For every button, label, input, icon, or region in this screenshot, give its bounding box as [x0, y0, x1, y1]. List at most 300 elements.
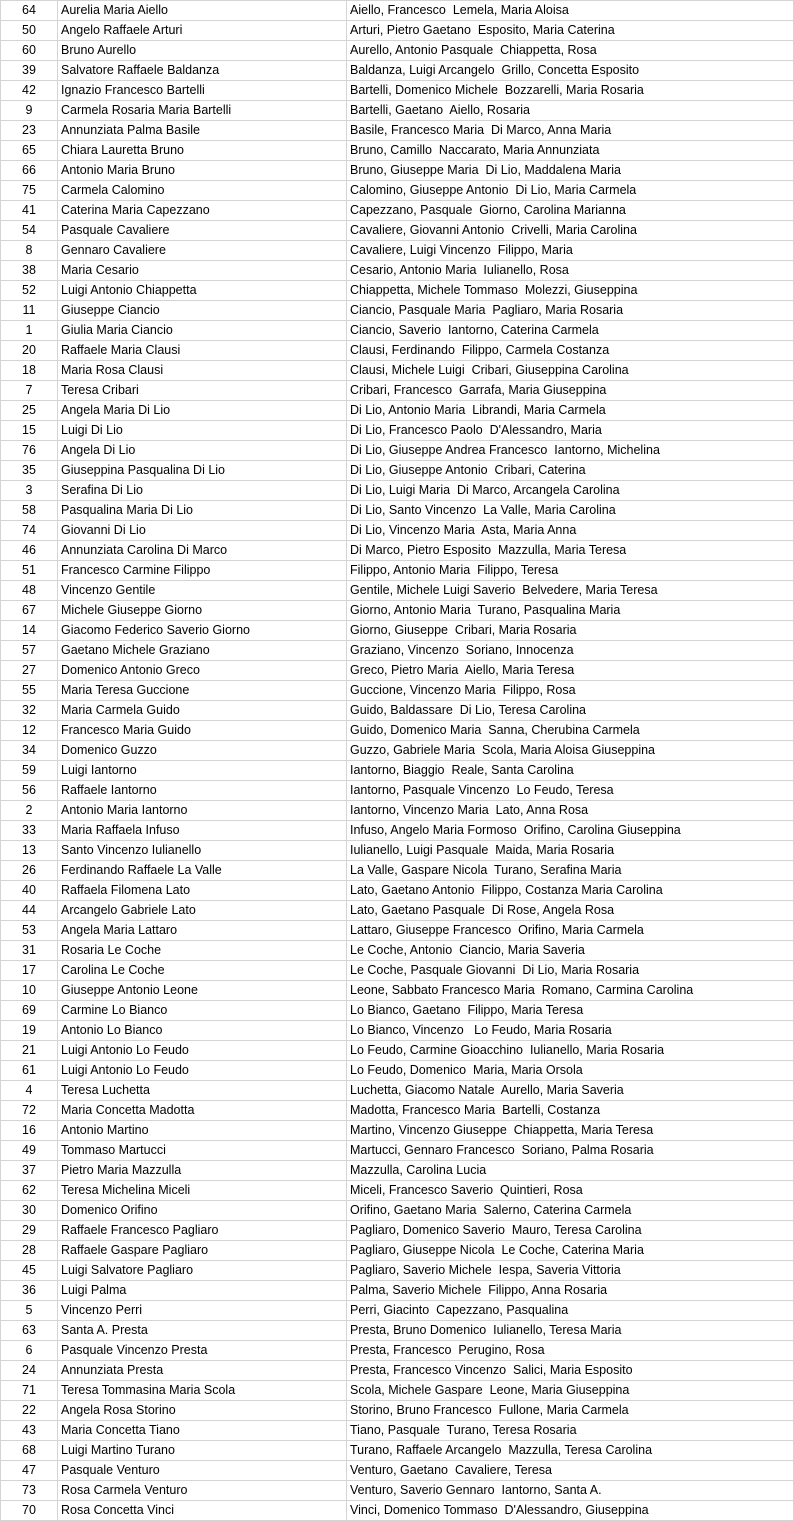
table-row [1, 1441, 793, 1461]
table-row [1, 1341, 793, 1361]
parents-names-cell[interactable]: Filippo, Antonio Maria Filippo, Teresa [347, 561, 793, 581]
table-row [1, 261, 793, 281]
record-number-cell[interactable]: 27 [1, 661, 58, 681]
parents-names-cell[interactable]: Di Lio, Antonio Maria Librandi, Maria Carmela [347, 401, 793, 421]
record-number-cell[interactable]: 71 [1, 1381, 58, 1401]
parents-names-cell[interactable]: Lato, Gaetano Antonio Filippo, Costanza Maria Carolina [347, 881, 793, 901]
table-row [1, 421, 793, 441]
person-name-cell[interactable]: Vincenzo Perri [58, 1301, 347, 1321]
table-row [1, 681, 793, 701]
table-row [1, 1261, 793, 1281]
table-row [1, 621, 793, 641]
parents-names-cell[interactable]: Clausi, Michele Luigi Cribari, Giuseppina Carolina [347, 361, 793, 381]
record-number-cell[interactable]: 30 [1, 1201, 58, 1221]
parents-names-cell[interactable]: Clausi, Ferdinando Filippo, Carmela Costanza [347, 341, 793, 361]
parents-names-cell[interactable]: Presta, Francesco Vincenzo Salici, Maria Esposito [347, 1361, 793, 1381]
table-row [1, 741, 793, 761]
parents-names-cell[interactable]: Guccione, Vincenzo Maria Filippo, Rosa [347, 681, 793, 701]
table-row [1, 1461, 793, 1481]
parents-names-cell[interactable]: Bruno, Giuseppe Maria Di Lio, Maddalena Maria [347, 161, 793, 181]
parents-names-cell[interactable]: Gentile, Michele Luigi Saverio Belvedere, Maria Teresa [347, 581, 793, 601]
person-name-cell[interactable]: Raffaela Filomena Lato [58, 881, 347, 901]
record-number-cell[interactable]: 12 [1, 721, 58, 741]
parents-names-cell[interactable]: Di Lio, Giuseppe Andrea Francesco Iantorno, Michelina [347, 441, 793, 461]
parents-names-cell[interactable]: Martucci, Gennaro Francesco Soriano, Palma Rosaria [347, 1141, 793, 1161]
table-row [1, 1301, 793, 1321]
table-row [1, 121, 793, 141]
person-name-cell[interactable]: Carmela Rosaria Maria Bartelli [58, 101, 347, 121]
parents-names-cell[interactable]: Madotta, Francesco Maria Bartelli, Costanza [347, 1101, 793, 1121]
record-number-cell[interactable]: 36 [1, 1281, 58, 1301]
parents-names-cell[interactable]: Giorno, Giuseppe Cribari, Maria Rosaria [347, 621, 793, 641]
record-number-cell[interactable]: 31 [1, 941, 58, 961]
parents-names-cell[interactable]: Di Lio, Francesco Paolo D'Alessandro, Maria [347, 421, 793, 441]
record-number-cell[interactable]: 75 [1, 181, 58, 201]
parents-names-cell[interactable]: Cesario, Antonio Maria Iulianello, Rosa [347, 261, 793, 281]
table-row [1, 801, 793, 821]
person-name-cell[interactable]: Angela Rosa Storino [58, 1401, 347, 1421]
record-number-cell[interactable]: 14 [1, 621, 58, 641]
parents-names-cell[interactable]: Tiano, Pasquale Turano, Teresa Rosaria [347, 1421, 793, 1441]
record-number-cell[interactable]: 2 [1, 801, 58, 821]
parents-names-cell[interactable]: Lo Feudo, Domenico Maria, Maria Orsola [347, 1061, 793, 1081]
table-row [1, 1101, 793, 1121]
record-number-cell[interactable]: 16 [1, 1121, 58, 1141]
parents-names-cell[interactable]: Di Marco, Pietro Esposito Mazzulla, Maria Teresa [347, 541, 793, 561]
parents-names-cell[interactable]: Calomino, Giuseppe Antonio Di Lio, Maria Carmela [347, 181, 793, 201]
parents-names-cell[interactable]: Presta, Bruno Domenico Iulianello, Teresa Maria [347, 1321, 793, 1341]
person-name-cell[interactable]: Santa A. Presta [58, 1321, 347, 1341]
record-number-cell[interactable]: 56 [1, 781, 58, 801]
parents-names-cell[interactable]: Ciancio, Saverio Iantorno, Caterina Carmela [347, 321, 793, 341]
record-number-cell[interactable]: 37 [1, 1161, 58, 1181]
person-name-cell[interactable]: Giuseppina Pasqualina Di Lio [58, 461, 347, 481]
table-row [1, 901, 793, 921]
record-number-cell[interactable]: 19 [1, 1021, 58, 1041]
parents-names-cell[interactable]: Ciancio, Pasquale Maria Pagliaro, Maria Rosaria [347, 301, 793, 321]
person-name-cell[interactable]: Rosa Concetta Vinci [58, 1501, 347, 1521]
person-name-cell[interactable]: Giuseppe Antonio Leone [58, 981, 347, 1001]
record-number-cell[interactable]: 73 [1, 1481, 58, 1501]
record-number-cell[interactable]: 49 [1, 1141, 58, 1161]
parents-names-cell[interactable]: Di Lio, Luigi Maria Di Marco, Arcangela Carolina [347, 481, 793, 501]
record-number-cell[interactable]: 41 [1, 201, 58, 221]
parents-names-cell[interactable]: Iantorno, Vincenzo Maria Lato, Anna Rosa [347, 801, 793, 821]
record-number-cell[interactable]: 35 [1, 461, 58, 481]
table-row [1, 821, 793, 841]
parents-names-cell[interactable]: Palma, Saverio Michele Filippo, Anna Rosaria [347, 1281, 793, 1301]
person-name-cell[interactable]: Angela Maria Lattaro [58, 921, 347, 941]
parents-names-cell[interactable]: Iulianello, Luigi Pasquale Maida, Maria Rosaria [347, 841, 793, 861]
person-name-cell[interactable]: Francesco Maria Guido [58, 721, 347, 741]
record-number-cell[interactable]: 7 [1, 381, 58, 401]
record-number-cell[interactable]: 61 [1, 1061, 58, 1081]
person-name-cell[interactable]: Rosaria Le Coche [58, 941, 347, 961]
record-number-cell[interactable]: 76 [1, 441, 58, 461]
record-number-cell[interactable]: 8 [1, 241, 58, 261]
parents-names-cell[interactable]: Di Lio, Santo Vincenzo La Valle, Maria Carolina [347, 501, 793, 521]
table-row [1, 581, 793, 601]
table-row [1, 281, 793, 301]
table-row [1, 1501, 793, 1521]
parents-names-cell[interactable]: Perri, Giacinto Capezzano, Pasqualina [347, 1301, 793, 1321]
table-row [1, 881, 793, 901]
person-name-cell[interactable]: Raffaele Iantorno [58, 781, 347, 801]
parents-names-cell[interactable]: Presta, Francesco Perugino, Rosa [347, 1341, 793, 1361]
table-row [1, 221, 793, 241]
parents-names-cell[interactable]: Le Coche, Antonio Ciancio, Maria Saveria [347, 941, 793, 961]
person-name-cell[interactable]: Pasqualina Maria Di Lio [58, 501, 347, 521]
person-name-cell[interactable]: Domenico Orifino [58, 1201, 347, 1221]
table-row [1, 1241, 793, 1261]
person-name-cell[interactable]: Ignazio Francesco Bartelli [58, 81, 347, 101]
person-name-cell[interactable]: Ferdinando Raffaele La Valle [58, 861, 347, 881]
table-row [1, 181, 793, 201]
parents-names-cell[interactable]: Giorno, Antonio Maria Turano, Pasqualina Maria [347, 601, 793, 621]
table-row [1, 921, 793, 941]
record-number-cell[interactable]: 48 [1, 581, 58, 601]
person-name-cell[interactable]: Maria Concetta Madotta [58, 1101, 347, 1121]
person-name-cell[interactable]: Teresa Tommasina Maria Scola [58, 1381, 347, 1401]
person-name-cell[interactable]: Maria Rosa Clausi [58, 361, 347, 381]
parents-names-cell[interactable]: Pagliaro, Giuseppe Nicola Le Coche, Caterina Maria [347, 1241, 793, 1261]
table-row [1, 841, 793, 861]
record-number-cell[interactable]: 34 [1, 741, 58, 761]
person-name-cell[interactable]: Gaetano Michele Graziano [58, 641, 347, 661]
person-name-cell[interactable]: Maria Carmela Guido [58, 701, 347, 721]
table-row [1, 81, 793, 101]
record-number-cell[interactable]: 67 [1, 601, 58, 621]
record-number-cell[interactable]: 29 [1, 1221, 58, 1241]
person-name-cell[interactable]: Giacomo Federico Saverio Giorno [58, 621, 347, 641]
parents-names-cell[interactable]: Aiello, Francesco Lemela, Maria Aloisa [347, 1, 793, 21]
parents-names-cell[interactable]: Scola, Michele Gaspare Leone, Maria Giuseppina [347, 1381, 793, 1401]
record-number-cell[interactable]: 53 [1, 921, 58, 941]
table-row [1, 781, 793, 801]
person-name-cell[interactable]: Domenico Guzzo [58, 741, 347, 761]
person-name-cell[interactable]: Maria Concetta Tiano [58, 1421, 347, 1441]
person-name-cell[interactable]: Luigi Iantorno [58, 761, 347, 781]
table-row [1, 1321, 793, 1341]
person-name-cell[interactable]: Gennaro Cavaliere [58, 241, 347, 261]
parents-names-cell[interactable]: Storino, Bruno Francesco Fullone, Maria Carmela [347, 1401, 793, 1421]
record-number-cell[interactable]: 11 [1, 301, 58, 321]
parents-names-cell[interactable]: Cavaliere, Giovanni Antonio Crivelli, Maria Carolina [347, 221, 793, 241]
record-number-cell[interactable]: 70 [1, 1501, 58, 1521]
parents-names-cell[interactable]: Guido, Domenico Maria Sanna, Cherubina Carmela [347, 721, 793, 741]
parents-names-cell[interactable]: Lato, Gaetano Pasquale Di Rose, Angela Rosa [347, 901, 793, 921]
record-number-cell[interactable]: 20 [1, 341, 58, 361]
table-row [1, 201, 793, 221]
table-row [1, 101, 793, 121]
record-number-cell[interactable]: 58 [1, 501, 58, 521]
record-number-cell[interactable]: 59 [1, 761, 58, 781]
person-name-cell[interactable]: Rosa Carmela Venturo [58, 1481, 347, 1501]
table-row [1, 941, 793, 961]
person-name-cell[interactable]: Bruno Aurello [58, 41, 347, 61]
record-number-cell[interactable]: 13 [1, 841, 58, 861]
parents-names-cell[interactable]: Cribari, Francesco Garrafa, Maria Giuseppina [347, 381, 793, 401]
person-name-cell[interactable]: Raffaele Maria Clausi [58, 341, 347, 361]
parents-names-cell[interactable]: Greco, Pietro Maria Aiello, Maria Teresa [347, 661, 793, 681]
person-name-cell[interactable]: Giovanni Di Lio [58, 521, 347, 541]
table-row [1, 641, 793, 661]
parents-names-cell[interactable]: Venturo, Saverio Gennaro Iantorno, Santa A. [347, 1481, 793, 1501]
parents-names-cell[interactable]: Vinci, Domenico Tommaso D'Alessandro, Giuseppina [347, 1501, 793, 1521]
person-name-cell[interactable]: Angelo Raffaele Arturi [58, 21, 347, 41]
parents-names-cell[interactable]: Lo Bianco, Gaetano Filippo, Maria Teresa [347, 1001, 793, 1021]
table-row [1, 381, 793, 401]
person-name-cell[interactable]: Tommaso Martucci [58, 1141, 347, 1161]
person-name-cell[interactable]: Vincenzo Gentile [58, 581, 347, 601]
table-row [1, 1121, 793, 1141]
parents-names-cell[interactable]: Luchetta, Giacomo Natale Aurello, Maria Saveria [347, 1081, 793, 1101]
parents-names-cell[interactable]: Di Lio, Vincenzo Maria Asta, Maria Anna [347, 521, 793, 541]
record-number-cell[interactable]: 21 [1, 1041, 58, 1061]
record-number-cell[interactable]: 3 [1, 481, 58, 501]
person-name-cell[interactable]: Luigi Salvatore Pagliaro [58, 1261, 347, 1281]
record-number-cell[interactable]: 55 [1, 681, 58, 701]
person-name-cell[interactable]: Domenico Antonio Greco [58, 661, 347, 681]
person-name-cell[interactable]: Pasquale Cavaliere [58, 221, 347, 241]
record-number-cell[interactable]: 54 [1, 221, 58, 241]
person-name-cell[interactable]: Carmela Calomino [58, 181, 347, 201]
parents-names-cell[interactable]: Cavaliere, Luigi Vincenzo Filippo, Maria [347, 241, 793, 261]
record-number-cell[interactable]: 6 [1, 1341, 58, 1361]
record-number-cell[interactable]: 46 [1, 541, 58, 561]
person-name-cell[interactable]: Pietro Maria Mazzulla [58, 1161, 347, 1181]
table-row [1, 961, 793, 981]
parents-names-cell[interactable]: Aurello, Antonio Pasquale Chiappetta, Rosa [347, 41, 793, 61]
table-row [1, 1021, 793, 1041]
person-name-cell[interactable]: Annunziata Palma Basile [58, 121, 347, 141]
person-name-cell[interactable]: Francesco Carmine Filippo [58, 561, 347, 581]
table-row [1, 61, 793, 81]
parents-names-cell[interactable]: Leone, Sabbato Francesco Maria Romano, Carmina Carolina [347, 981, 793, 1001]
record-number-cell[interactable]: 22 [1, 1401, 58, 1421]
record-number-cell[interactable]: 43 [1, 1421, 58, 1441]
parents-names-cell[interactable]: Baldanza, Luigi Arcangelo Grillo, Concetta Esposito [347, 61, 793, 81]
record-number-cell[interactable]: 44 [1, 901, 58, 921]
record-number-cell[interactable]: 57 [1, 641, 58, 661]
record-number-cell[interactable]: 28 [1, 1241, 58, 1261]
person-name-cell[interactable]: Maria Teresa Guccione [58, 681, 347, 701]
table-row [1, 401, 793, 421]
table-row [1, 601, 793, 621]
record-number-cell[interactable]: 1 [1, 321, 58, 341]
person-name-cell[interactable]: Annunziata Carolina Di Marco [58, 541, 347, 561]
parents-names-cell[interactable]: Martino, Vincenzo Giuseppe Chiappetta, Maria Teresa [347, 1121, 793, 1141]
record-number-cell[interactable]: 66 [1, 161, 58, 181]
parents-names-cell[interactable]: Lo Feudo, Carmine Gioacchino Iulianello, Maria Rosaria [347, 1041, 793, 1061]
person-name-cell[interactable]: Chiara Lauretta Bruno [58, 141, 347, 161]
table-row [1, 501, 793, 521]
person-name-cell[interactable]: Antonio Lo Bianco [58, 1021, 347, 1041]
person-name-cell[interactable]: Giuseppe Ciancio [58, 301, 347, 321]
table-row [1, 1161, 793, 1181]
table-row [1, 721, 793, 741]
person-name-cell[interactable]: Angela Di Lio [58, 441, 347, 461]
parents-names-cell[interactable]: Mazzulla, Carolina Lucia [347, 1161, 793, 1181]
record-number-cell[interactable]: 45 [1, 1261, 58, 1281]
table-row [1, 41, 793, 61]
table-row [1, 1081, 793, 1101]
record-number-cell[interactable]: 33 [1, 821, 58, 841]
record-number-cell[interactable]: 15 [1, 421, 58, 441]
table-row [1, 1281, 793, 1301]
parents-names-cell[interactable]: Lattaro, Giuseppe Francesco Orifino, Maria Carmela [347, 921, 793, 941]
person-name-cell[interactable]: Teresa Michelina Miceli [58, 1181, 347, 1201]
parents-names-cell[interactable]: Bartelli, Domenico Michele Bozzarelli, Maria Rosaria [347, 81, 793, 101]
person-name-cell[interactable]: Carolina Le Coche [58, 961, 347, 981]
table-row [1, 1061, 793, 1081]
parents-names-cell[interactable]: Iantorno, Biaggio Reale, Santa Carolina [347, 761, 793, 781]
person-name-cell[interactable]: Luigi Di Lio [58, 421, 347, 441]
table-row [1, 761, 793, 781]
table-row [1, 701, 793, 721]
record-number-cell[interactable]: 60 [1, 41, 58, 61]
record-number-cell[interactable]: 62 [1, 1181, 58, 1201]
person-name-cell[interactable]: Angela Maria Di Lio [58, 401, 347, 421]
person-name-cell[interactable]: Giulia Maria Ciancio [58, 321, 347, 341]
record-number-cell[interactable]: 4 [1, 1081, 58, 1101]
table-row [1, 861, 793, 881]
person-name-cell[interactable]: Santo Vincenzo Iulianello [58, 841, 347, 861]
record-number-cell[interactable]: 69 [1, 1001, 58, 1021]
record-number-cell[interactable]: 26 [1, 861, 58, 881]
record-number-cell[interactable]: 72 [1, 1101, 58, 1121]
table-row [1, 321, 793, 341]
parents-names-cell[interactable]: Bartelli, Gaetano Aiello, Rosaria [347, 101, 793, 121]
record-number-cell[interactable]: 9 [1, 101, 58, 121]
record-number-cell[interactable]: 40 [1, 881, 58, 901]
table-row [1, 241, 793, 261]
parents-names-cell[interactable]: Guido, Baldassare Di Lio, Teresa Carolina [347, 701, 793, 721]
person-name-cell[interactable]: Luigi Antonio Lo Feudo [58, 1041, 347, 1061]
person-name-cell[interactable]: Maria Cesario [58, 261, 347, 281]
record-number-cell[interactable]: 10 [1, 981, 58, 1001]
table-row [1, 1361, 793, 1381]
person-name-cell[interactable]: Raffaele Gaspare Pagliaro [58, 1241, 347, 1261]
person-name-cell[interactable]: Pasquale Vincenzo Presta [58, 1341, 347, 1361]
parents-names-cell[interactable]: Miceli, Francesco Saverio Quintieri, Rosa [347, 1181, 793, 1201]
record-number-cell[interactable]: 17 [1, 961, 58, 981]
person-name-cell[interactable]: Serafina Di Lio [58, 481, 347, 501]
parents-names-cell[interactable]: Iantorno, Pasquale Vincenzo Lo Feudo, Teresa [347, 781, 793, 801]
table-row [1, 1201, 793, 1221]
person-name-cell[interactable]: Luigi Antonio Chiappetta [58, 281, 347, 301]
table-row [1, 1221, 793, 1241]
parents-names-cell[interactable]: Graziano, Vincenzo Soriano, Innocenza [347, 641, 793, 661]
table-row [1, 1041, 793, 1061]
record-number-cell[interactable]: 51 [1, 561, 58, 581]
table-row [1, 441, 793, 461]
record-number-cell[interactable]: 18 [1, 361, 58, 381]
person-name-cell[interactable]: Salvatore Raffaele Baldanza [58, 61, 347, 81]
table-row [1, 981, 793, 1001]
parents-names-cell[interactable]: Lo Bianco, Vincenzo Lo Feudo, Maria Rosaria [347, 1021, 793, 1041]
record-number-cell[interactable]: 32 [1, 701, 58, 721]
parents-names-cell[interactable]: Pagliaro, Saverio Michele Iespa, Saveria Vittoria [347, 1261, 793, 1281]
record-number-cell[interactable]: 52 [1, 281, 58, 301]
parents-names-cell[interactable]: Basile, Francesco Maria Di Marco, Anna Maria [347, 121, 793, 141]
table-row [1, 1001, 793, 1021]
person-name-cell[interactable]: Maria Raffaela Infuso [58, 821, 347, 841]
parents-names-cell[interactable]: Chiappetta, Michele Tommaso Molezzi, Giuseppina [347, 281, 793, 301]
table-row [1, 521, 793, 541]
person-name-cell[interactable]: Annunziata Presta [58, 1361, 347, 1381]
parents-names-cell[interactable]: Orifino, Gaetano Maria Salerno, Caterina Carmela [347, 1201, 793, 1221]
record-number-cell[interactable]: 47 [1, 1461, 58, 1481]
table-row [1, 1, 793, 21]
parents-names-cell[interactable]: Infuso, Angelo Maria Formoso Orifino, Carolina Giuseppina [347, 821, 793, 841]
person-name-cell[interactable]: Antonio Martino [58, 1121, 347, 1141]
person-name-cell[interactable]: Antonio Maria Bruno [58, 161, 347, 181]
parents-names-cell[interactable]: Arturi, Pietro Gaetano Esposito, Maria Caterina [347, 21, 793, 41]
record-number-cell[interactable]: 63 [1, 1321, 58, 1341]
person-name-cell[interactable]: Carmine Lo Bianco [58, 1001, 347, 1021]
record-number-cell[interactable]: 5 [1, 1301, 58, 1321]
table-row [1, 1141, 793, 1161]
record-number-cell[interactable]: 23 [1, 121, 58, 141]
record-number-cell[interactable]: 24 [1, 1361, 58, 1381]
table-row [1, 161, 793, 181]
record-number-cell[interactable]: 74 [1, 521, 58, 541]
person-name-cell[interactable]: Michele Giuseppe Giorno [58, 601, 347, 621]
table-row [1, 1481, 793, 1501]
record-number-cell[interactable]: 39 [1, 61, 58, 81]
person-name-cell[interactable]: Luigi Palma [58, 1281, 347, 1301]
parents-names-cell[interactable]: Bruno, Camillo Naccarato, Maria Annunziata [347, 141, 793, 161]
table-row [1, 141, 793, 161]
parents-names-cell[interactable]: Guzzo, Gabriele Maria Scola, Maria Aloisa Giuseppina [347, 741, 793, 761]
table-row [1, 561, 793, 581]
person-name-cell[interactable]: Pasquale Venturo [58, 1461, 347, 1481]
record-number-cell[interactable]: 25 [1, 401, 58, 421]
person-name-cell[interactable]: Antonio Maria Iantorno [58, 801, 347, 821]
record-number-cell[interactable]: 65 [1, 141, 58, 161]
person-name-cell[interactable]: Raffaele Francesco Pagliaro [58, 1221, 347, 1241]
person-name-cell[interactable]: Aurelia Maria Aiello [58, 1, 347, 21]
table-row [1, 1421, 793, 1441]
record-number-cell[interactable]: 38 [1, 261, 58, 281]
parents-names-cell[interactable]: Pagliaro, Domenico Saverio Mauro, Teresa Carolina [347, 1221, 793, 1241]
person-name-cell[interactable]: Arcangelo Gabriele Lato [58, 901, 347, 921]
person-name-cell[interactable]: Teresa Luchetta [58, 1081, 347, 1101]
parents-names-cell[interactable]: Turano, Raffaele Arcangelo Mazzulla, Teresa Carolina [347, 1441, 793, 1461]
table-row [1, 301, 793, 321]
table-row [1, 541, 793, 561]
parents-names-cell[interactable]: La Valle, Gaspare Nicola Turano, Serafina Maria [347, 861, 793, 881]
record-number-cell[interactable]: 42 [1, 81, 58, 101]
parents-names-cell[interactable]: Capezzano, Pasquale Giorno, Carolina Marianna [347, 201, 793, 221]
table-row [1, 1401, 793, 1421]
record-number-cell[interactable]: 68 [1, 1441, 58, 1461]
parents-names-cell[interactable]: Le Coche, Pasquale Giovanni Di Lio, Maria Rosaria [347, 961, 793, 981]
person-name-cell[interactable]: Luigi Martino Turano [58, 1441, 347, 1461]
person-name-cell[interactable]: Caterina Maria Capezzano [58, 201, 347, 221]
person-name-cell[interactable]: Luigi Antonio Lo Feudo [58, 1061, 347, 1081]
parents-names-cell[interactable]: Venturo, Gaetano Cavaliere, Teresa [347, 1461, 793, 1481]
parents-names-cell[interactable]: Di Lio, Giuseppe Antonio Cribari, Caterina [347, 461, 793, 481]
person-name-cell[interactable]: Teresa Cribari [58, 381, 347, 401]
record-number-cell[interactable]: 64 [1, 1, 58, 21]
table-row [1, 1381, 793, 1401]
record-number-cell[interactable]: 50 [1, 21, 58, 41]
table-row [1, 461, 793, 481]
table-row [1, 481, 793, 501]
table-row [1, 361, 793, 381]
